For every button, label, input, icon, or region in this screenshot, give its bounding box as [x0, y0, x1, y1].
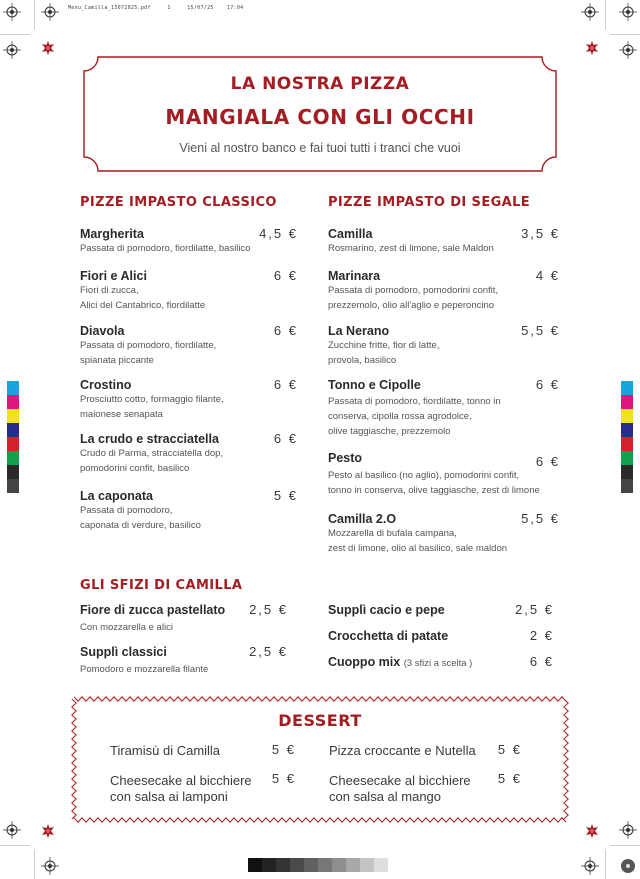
- dessert-name: Pizza croccante e Nutella: [329, 743, 476, 758]
- item-desc: tonno in conserva, olive taggiasche, zest di limone: [328, 485, 540, 496]
- slug-date: 15/07/25: [187, 5, 214, 11]
- dessert-name-line2: con salsa al mango: [329, 789, 442, 804]
- item-desc: conserva, cipolla rossa agrodolce,: [328, 411, 472, 422]
- item-name: La Nerano: [328, 324, 390, 338]
- item-price: 5,5 €: [521, 511, 560, 526]
- rosette-icon: [585, 824, 599, 838]
- item-desc: olive taggiasche, prezzemolo: [328, 426, 451, 437]
- dessert-price: 5 €: [497, 771, 522, 786]
- item-price: 6 €: [535, 454, 560, 469]
- slug-time: 17:04: [226, 5, 244, 11]
- item-name: Diavola: [80, 324, 125, 338]
- item-desc: Passata di pomodoro, fiordilatte, tonno in: [328, 396, 501, 407]
- registration-mark-icon: [619, 857, 637, 875]
- trim-line: [610, 845, 640, 846]
- item-desc: caponata di verdure, basilico: [80, 520, 201, 531]
- item-desc: pomodorini confit, basilico: [80, 463, 190, 474]
- item-name: Supplì classici: [80, 645, 167, 659]
- dessert-name: Cheesecake al bicchiere: [110, 773, 252, 788]
- item-price: 6 €: [273, 323, 298, 338]
- item-name: Camilla 2.O: [328, 512, 397, 526]
- item-desc: spianata piccante: [80, 355, 154, 366]
- item-desc: zest di limone, olio al basilico, sale maldon: [328, 543, 508, 554]
- item-desc: maionese senapata: [80, 409, 163, 420]
- dessert-price: 5 €: [497, 742, 522, 757]
- dessert-item: [110, 743, 220, 759]
- item-name: Supplì cacio e pepe: [328, 603, 445, 617]
- item-price: 2,5 €: [515, 602, 554, 617]
- color-bar-left: [7, 381, 19, 493]
- item-name: Camilla: [328, 227, 373, 241]
- trim-line: [34, 849, 35, 879]
- header-title: LA NOSTRA PIZZA: [230, 74, 410, 94]
- item-desc: Mozzarella di bufala campana,: [328, 528, 457, 539]
- item-desc: Crudo di Parma, stracciatella dop,: [80, 448, 224, 459]
- trim-line: [605, 849, 606, 879]
- dessert-item: [110, 773, 252, 805]
- dessert-name-line2: con salsa ai lamponi: [110, 789, 228, 804]
- section-title-sfizi: GLI SFIZI DI CAMILLA: [80, 578, 243, 593]
- slug-filename: Menu_Camilla_15072025.pdf: [68, 5, 151, 11]
- dessert-price: 5 €: [271, 771, 296, 786]
- header-headline: MANGIALA CON GLI OCCHI: [165, 105, 475, 129]
- item-price: 2,5 €: [249, 602, 288, 617]
- item-desc: Prosciutto cotto, formaggio filante,: [80, 394, 224, 405]
- item-desc: Alici del Cantabrico, fiordilatte: [80, 300, 206, 311]
- item-desc: Rosmarino, zest di limone, sale Maldon: [328, 243, 494, 254]
- item-name: La caponata: [80, 489, 153, 503]
- item-price: 5,5 €: [521, 323, 560, 338]
- item-name: Pesto: [328, 451, 363, 465]
- item-desc: prezzemolo, olio all'aglio e peperoncino: [328, 300, 495, 311]
- registration-mark-icon: [41, 857, 59, 875]
- item-desc: Zucchine fritte, fior di latte,: [328, 340, 440, 351]
- item-desc: Passata di pomodoro, pomodorini confit,: [328, 285, 499, 296]
- dessert-name: Tiramisù di Camilla: [110, 743, 221, 758]
- item-price: 2 €: [529, 628, 554, 643]
- item-desc: provola, basilico: [328, 355, 397, 366]
- item-desc: Passata di pomodoro,: [80, 505, 173, 516]
- color-bar-right: [621, 381, 633, 493]
- item-note: (3 sfizi a scelta ): [403, 658, 473, 669]
- item-name: La crudo e stracciatella: [80, 432, 219, 446]
- item-price: 6 €: [535, 377, 560, 392]
- item-desc: Fiori di zucca,: [80, 285, 139, 296]
- item-price: 5 €: [273, 488, 298, 503]
- section-title-classico: PIZZE IMPASTO CLASSICO: [80, 195, 277, 210]
- dessert-name: Cheesecake al bicchiere: [329, 773, 471, 788]
- item-name: Cuoppo mix: [328, 655, 401, 669]
- item-price: 2,5 €: [249, 644, 288, 659]
- item-price: 3,5 €: [521, 226, 560, 241]
- item-desc: Con mozzarella e alici: [80, 622, 173, 633]
- item-name: Fiori e Alici: [80, 269, 147, 283]
- item-name: Fiore di zucca pastellato: [80, 603, 226, 617]
- dessert-title: DESSERT: [278, 711, 362, 730]
- trim-line: [0, 845, 30, 846]
- dessert-item: [329, 773, 471, 805]
- item-desc: Passata di pomodoro, fiordilatte, basilico: [80, 243, 251, 254]
- header-subtitle: Vieni al nostro banco e fai tuoi tutti i tranci che vuoi: [179, 141, 461, 155]
- gray-scale-bar: [248, 858, 388, 872]
- item-price: 6 €: [529, 654, 554, 669]
- item-name: Margherita: [80, 227, 144, 241]
- item-price: 6 €: [273, 377, 298, 392]
- item-desc: Pomodoro e mozzarella filante: [80, 664, 209, 675]
- item-price: 6 €: [273, 268, 298, 283]
- item-desc: Passata di pomodoro, fiordilatte,: [80, 340, 217, 351]
- item-desc: Pesto al basilico (no aglio), pomodorini confit,: [328, 470, 520, 481]
- dessert-price: 5 €: [271, 742, 296, 757]
- item-price: 4,5 €: [259, 226, 298, 241]
- item-price: 6 €: [273, 431, 298, 446]
- item-price: 4 €: [535, 268, 560, 283]
- item-name: Tonno e Cipolle: [328, 378, 421, 392]
- slug-page: 1: [167, 5, 171, 11]
- item-name: Crocchetta di patate: [328, 629, 449, 643]
- menu-item: [328, 655, 472, 669]
- item-name: Marinara: [328, 269, 381, 283]
- registration-mark-icon: [581, 857, 599, 875]
- rosette-icon: [41, 824, 55, 838]
- section-title-segale: PIZZE IMPASTO DI SEGALE: [328, 195, 531, 210]
- item-name: Crostino: [80, 378, 132, 392]
- dessert-item: [329, 743, 476, 759]
